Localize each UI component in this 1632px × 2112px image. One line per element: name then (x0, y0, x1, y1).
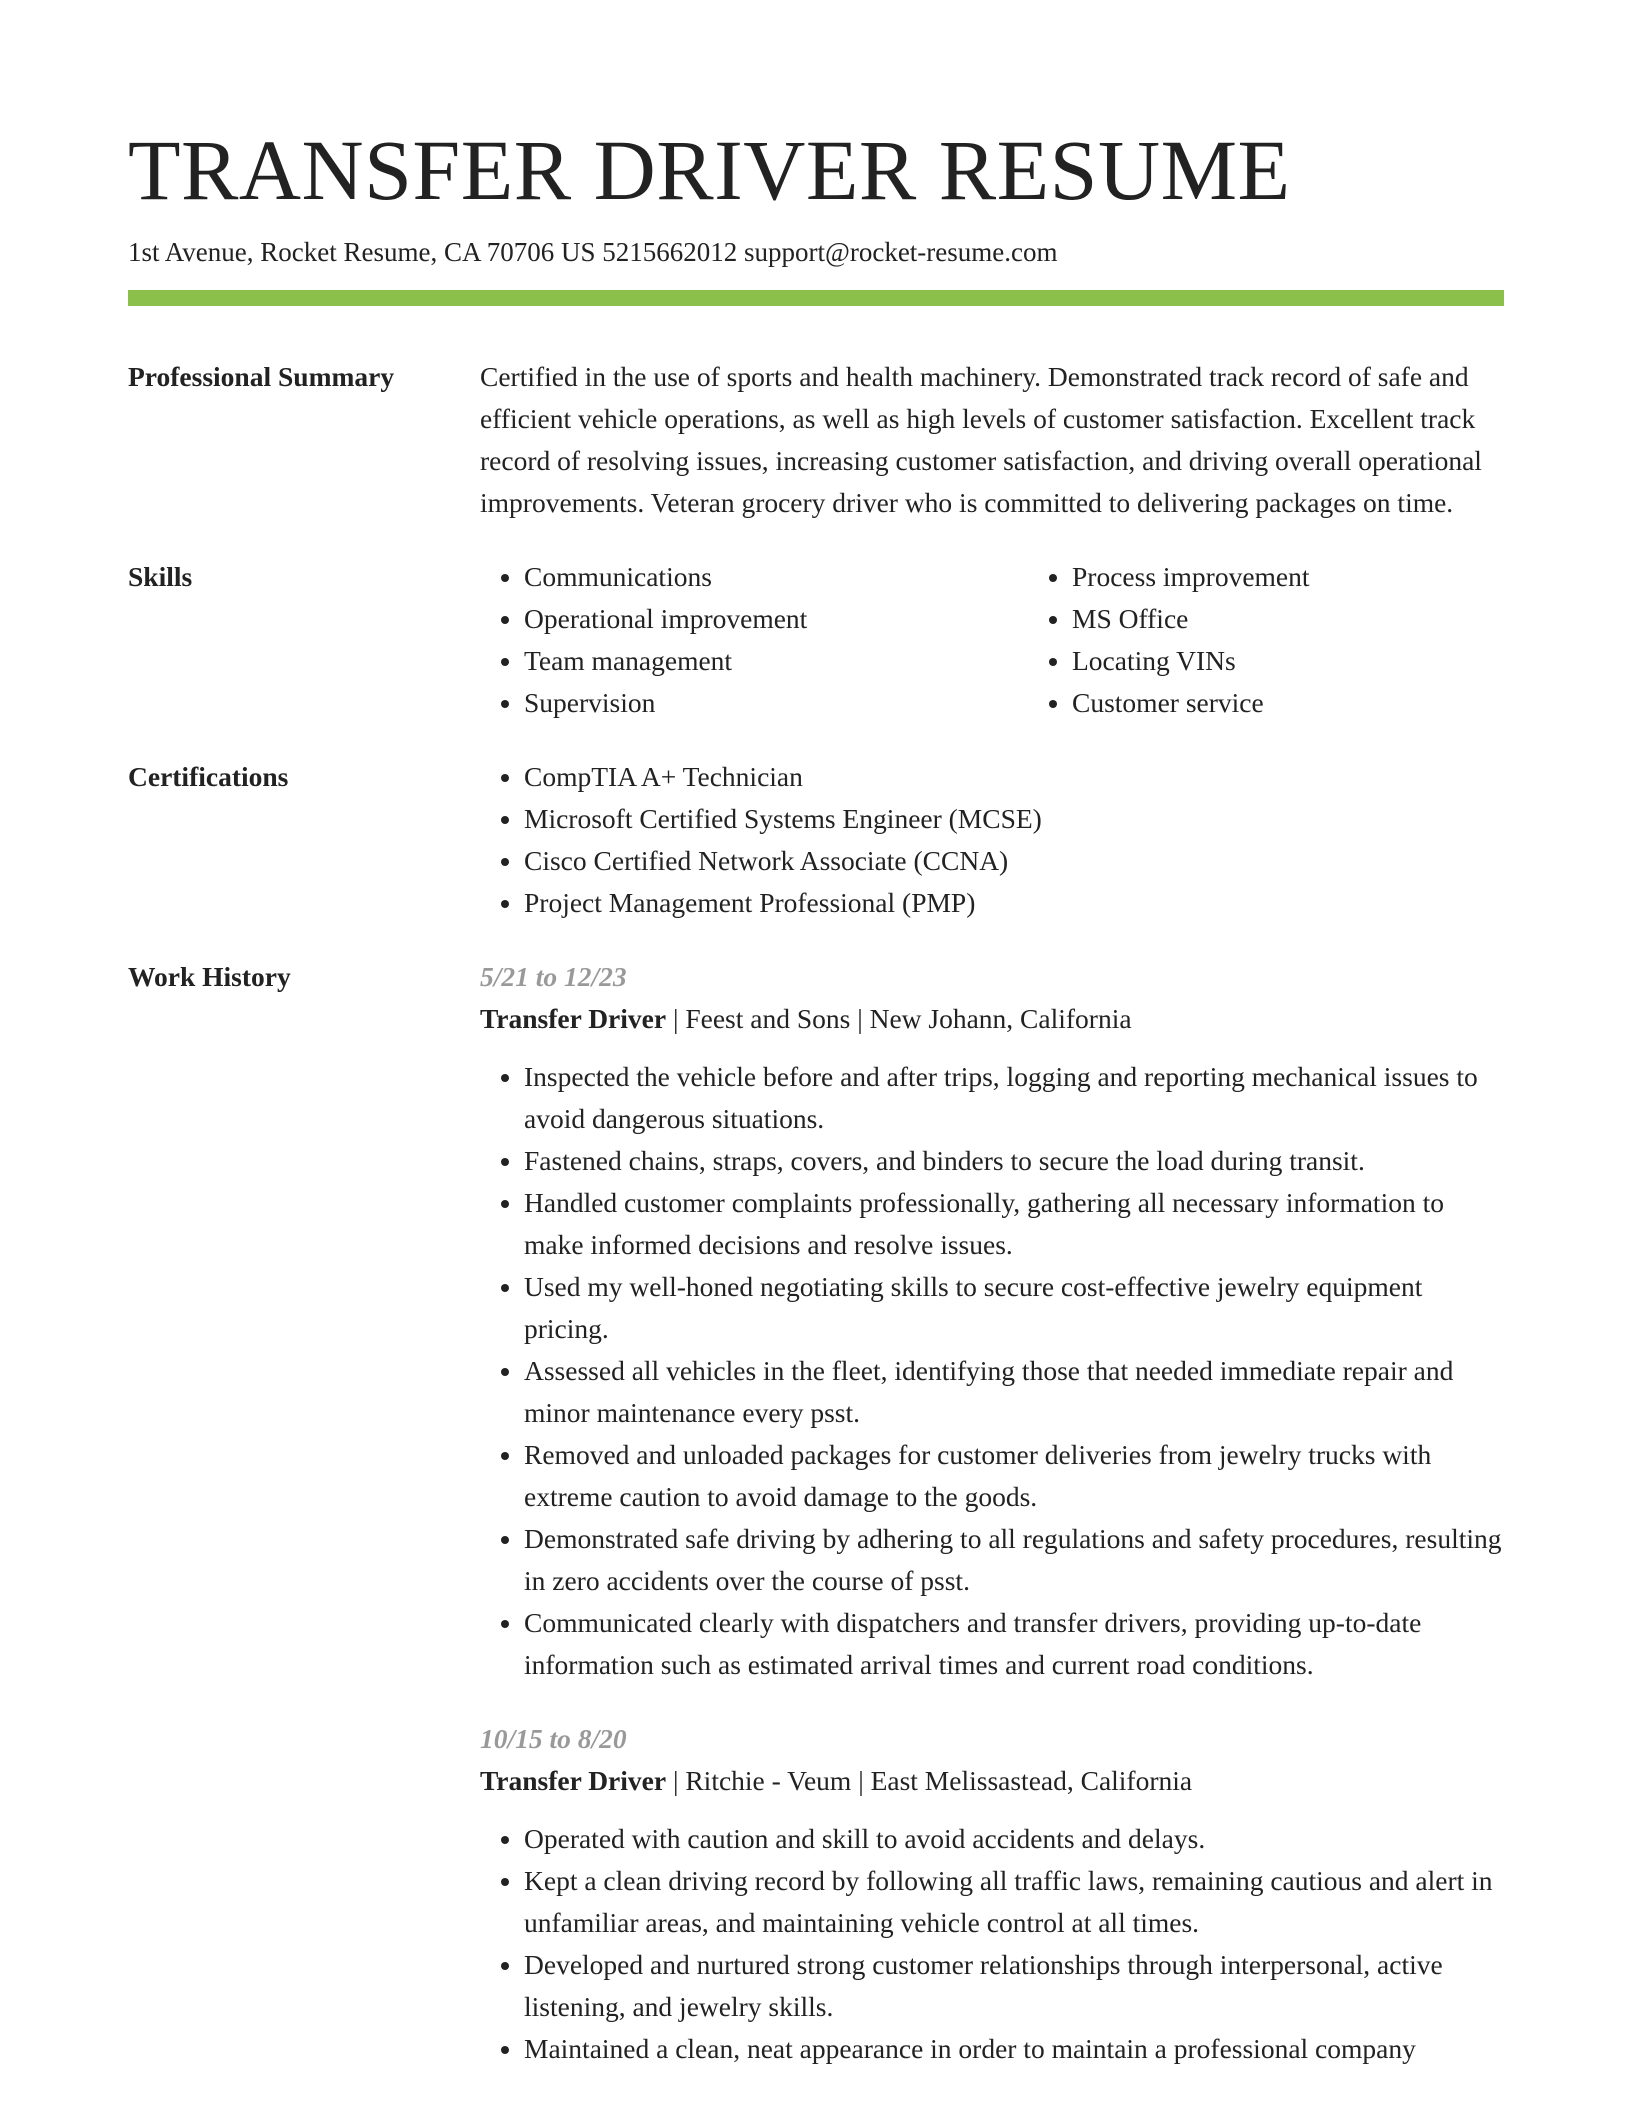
job-duty-item: • Used my well-honed negotiating skills to secure cost-effective jewelry equipment pricing. (524, 1266, 1504, 1350)
skill-item: • Operational improvement (524, 598, 1028, 640)
job-duty-item: • Communicated clearly with dispatchers and transfer drivers, providing up-to-date information such as estimated arrival times and current road conditions. (524, 1602, 1504, 1686)
job-duties-list (480, 1818, 1504, 2070)
work-history-section (128, 956, 1504, 2070)
skills-list-right (1028, 556, 1576, 724)
skill-item: • Communications (524, 556, 1028, 598)
contact-line: 1st Avenue, Rocket Resume, CA 70706 US 5215662012 support@rocket-resume.com (128, 237, 1058, 267)
skill-item: • Supervision (524, 682, 1028, 724)
job-dates: 10/15 to 8/20 (480, 1723, 627, 1754)
skill-item: • Customer service (1072, 682, 1576, 724)
job-duty-item: • Fastened chains, straps, covers, and binders to secure the load during transit. (524, 1140, 1504, 1182)
job-duty-item: • Assessed all vehicles in the fleet, identifying those that needed immediate repair and minor maintenance every psst. (524, 1350, 1504, 1434)
job-duty-item: • Developed and nurtured strong customer relationships through interpersonal, active listening, and jewelry skills. (524, 1944, 1504, 2028)
section-label-certifications: Certifications (128, 761, 289, 792)
certification-item: • Project Management Professional (PMP) (524, 882, 1504, 924)
certification-item: • CompTIA A+ Technician (524, 756, 1504, 798)
skills-section (128, 556, 1504, 724)
section-label-summary: Professional Summary (128, 361, 395, 392)
skill-item: • MS Office (1072, 598, 1576, 640)
certification-item: • Microsoft Certified Systems Engineer (MCSE) (524, 798, 1504, 840)
certifications-section (128, 756, 1504, 924)
job-duty-item: • Demonstrated safe driving by adhering to all regulations and safety procedures, resulting in zero accidents over the course of psst. (524, 1518, 1504, 1602)
work-history-body (480, 956, 1504, 2070)
skill-item: • Team management (524, 640, 1028, 682)
job-duties-list (480, 1056, 1504, 1686)
section-label-work-history: Work History (128, 961, 291, 992)
certifications-body (480, 756, 1504, 924)
job-title: Transfer Driver (480, 1765, 667, 1796)
header-divider (128, 290, 1504, 306)
certifications-list (480, 756, 1504, 924)
certification-item: • Cisco Certified Network Associate (CCNA) (524, 840, 1504, 882)
job-entry (480, 956, 1504, 1686)
job-duty-item: • Kept a clean driving record by following all traffic laws, remaining cautious and alert in unfamiliar areas, and maintaining vehicle control at all times. (524, 1860, 1504, 1944)
skill-item: • Locating VINs (1072, 640, 1576, 682)
job-duty-item: • Maintained a clean, neat appearance in order to maintain a professional company (524, 2028, 1504, 2070)
job-heading (480, 1760, 1504, 1802)
job-details: | Ritchie - Veum | East Melissastead, California (666, 1765, 1193, 1796)
summary-text: Certified in the use of sports and health machinery. Demonstrated track record of safe and efficient vehicle operations, as well as high levels of customer satisfaction. Excellent track record of resolving issues, increasing customer satisfaction, and driving overall operational improvements. Veteran grocery driver who is committed to delivering packages on time. (480, 361, 1482, 518)
skills-list-left (480, 556, 1028, 724)
job-duty-item: • Handled customer complaints professionally, gathering all necessary information to make informed decisions and resolve issues. (524, 1182, 1504, 1266)
job-duty-item: • Inspected the vehicle before and after trips, logging and reporting mechanical issues to avoid dangerous situations. (524, 1056, 1504, 1140)
section-label-skills: Skills (128, 561, 193, 592)
job-dates: 5/21 to 12/23 (480, 961, 627, 992)
job-heading (480, 998, 1504, 1040)
job-entry (480, 1718, 1504, 2070)
skill-item: • Process improvement (1072, 556, 1576, 598)
skills-columns (480, 556, 1576, 724)
job-duty-item: • Removed and unloaded packages for customer deliveries from jewelry trucks with extreme caution to avoid damage to the goods. (524, 1434, 1504, 1518)
resume-title: TRANSFER DRIVER RESUME (128, 122, 1291, 218)
job-details: | Feest and Sons | New Johann, California (666, 1003, 1132, 1034)
job-title: Transfer Driver (480, 1003, 667, 1034)
professional-summary-section (128, 356, 1504, 524)
job-duty-item: • Operated with caution and skill to avoid accidents and delays. (524, 1818, 1504, 1860)
resume-page (128, 0, 1504, 2070)
